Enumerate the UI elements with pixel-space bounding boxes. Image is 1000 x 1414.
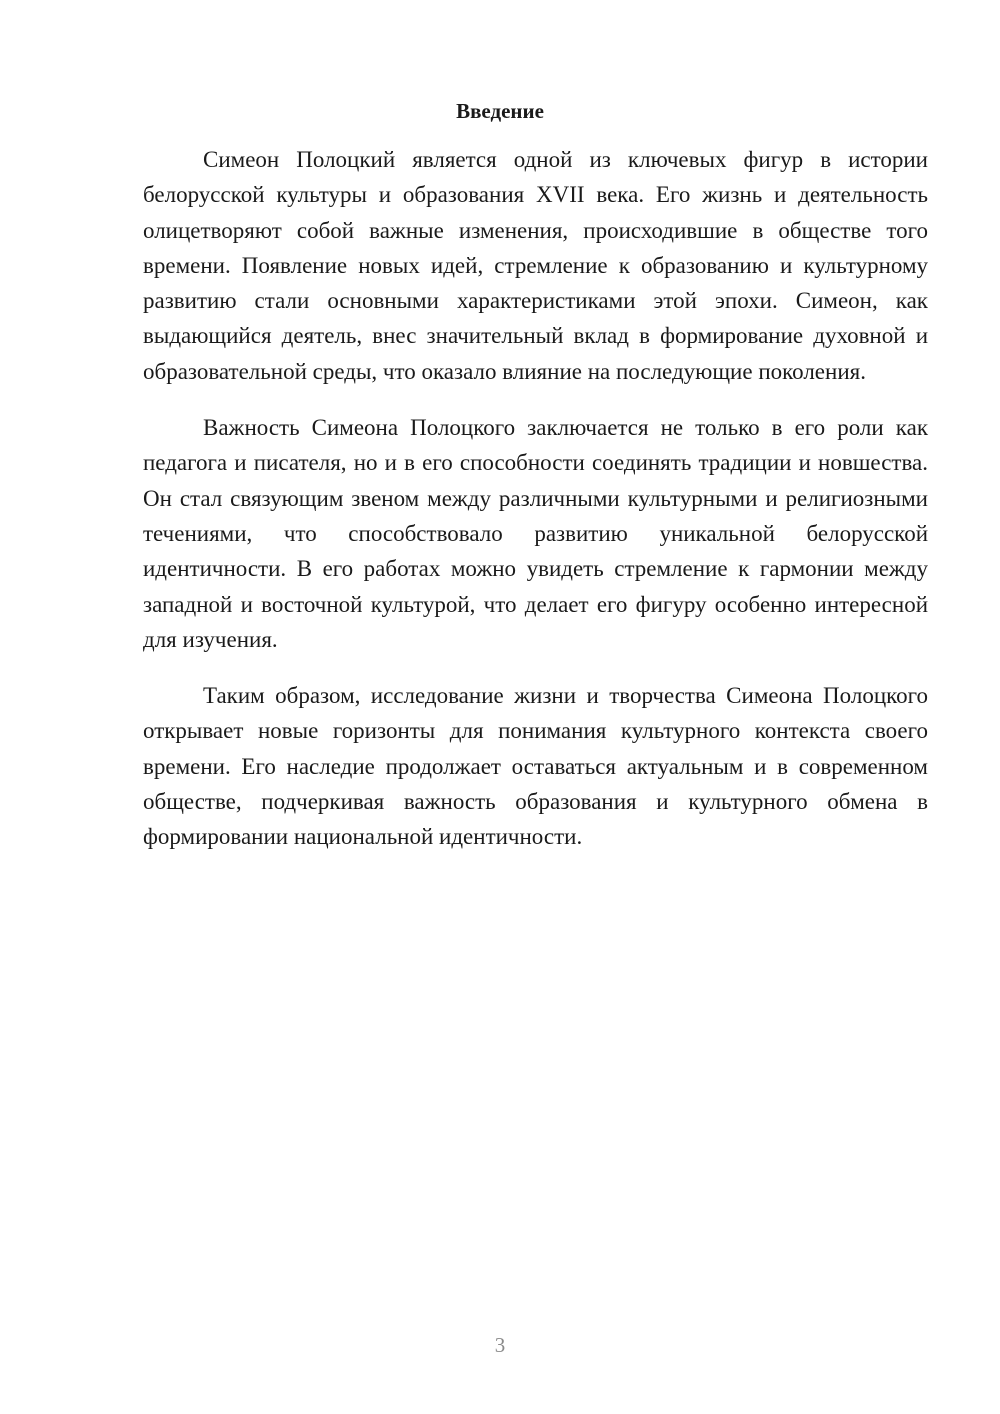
body-text [143, 142, 928, 876]
paragraph-3: Таким образом, исследование жизни и творчества Симеона Полоцкого открывает новые горизонты для понимания культурного контекста своего времени. Его наследие продолжает оставаться актуальным и в современном обществе, подчеркивая важность образования и культурного обмена в формировании национальной идентичности. [143, 683, 928, 850]
paragraph-2: Важность Симеона Полоцкого заключается не только в его роли как педагога и писателя, но и в его способности соединять традиции и новшества. Он стал связующим звеном между различными культурными и религиозными течениями, что способствовало развитию уникальной белорусской идентичности. В его работах можно увидеть стремление к гармонии между западной и восточной культурой, что делает его фигуру особенно интересной для изучения. [143, 415, 928, 652]
page-number: 3 [494, 1333, 506, 1357]
paragraph-1: Симеон Полоцкий является одной из ключевых фигур в истории белорусской культуры и образования XVII века. Его жизнь и деятельность олицетворяют собой важные изменения, происходившие в обществе того времени. Появление новых идей, стремление к образованию и культурному развитию стали основными характеристиками этой эпохи. Симеон, как выдающийся деятель, внес значительный вклад в формирование духовной и образовательной среды, что оказало влияние на последующие поколения. [143, 147, 928, 384]
section-title: Введение [456, 99, 544, 123]
